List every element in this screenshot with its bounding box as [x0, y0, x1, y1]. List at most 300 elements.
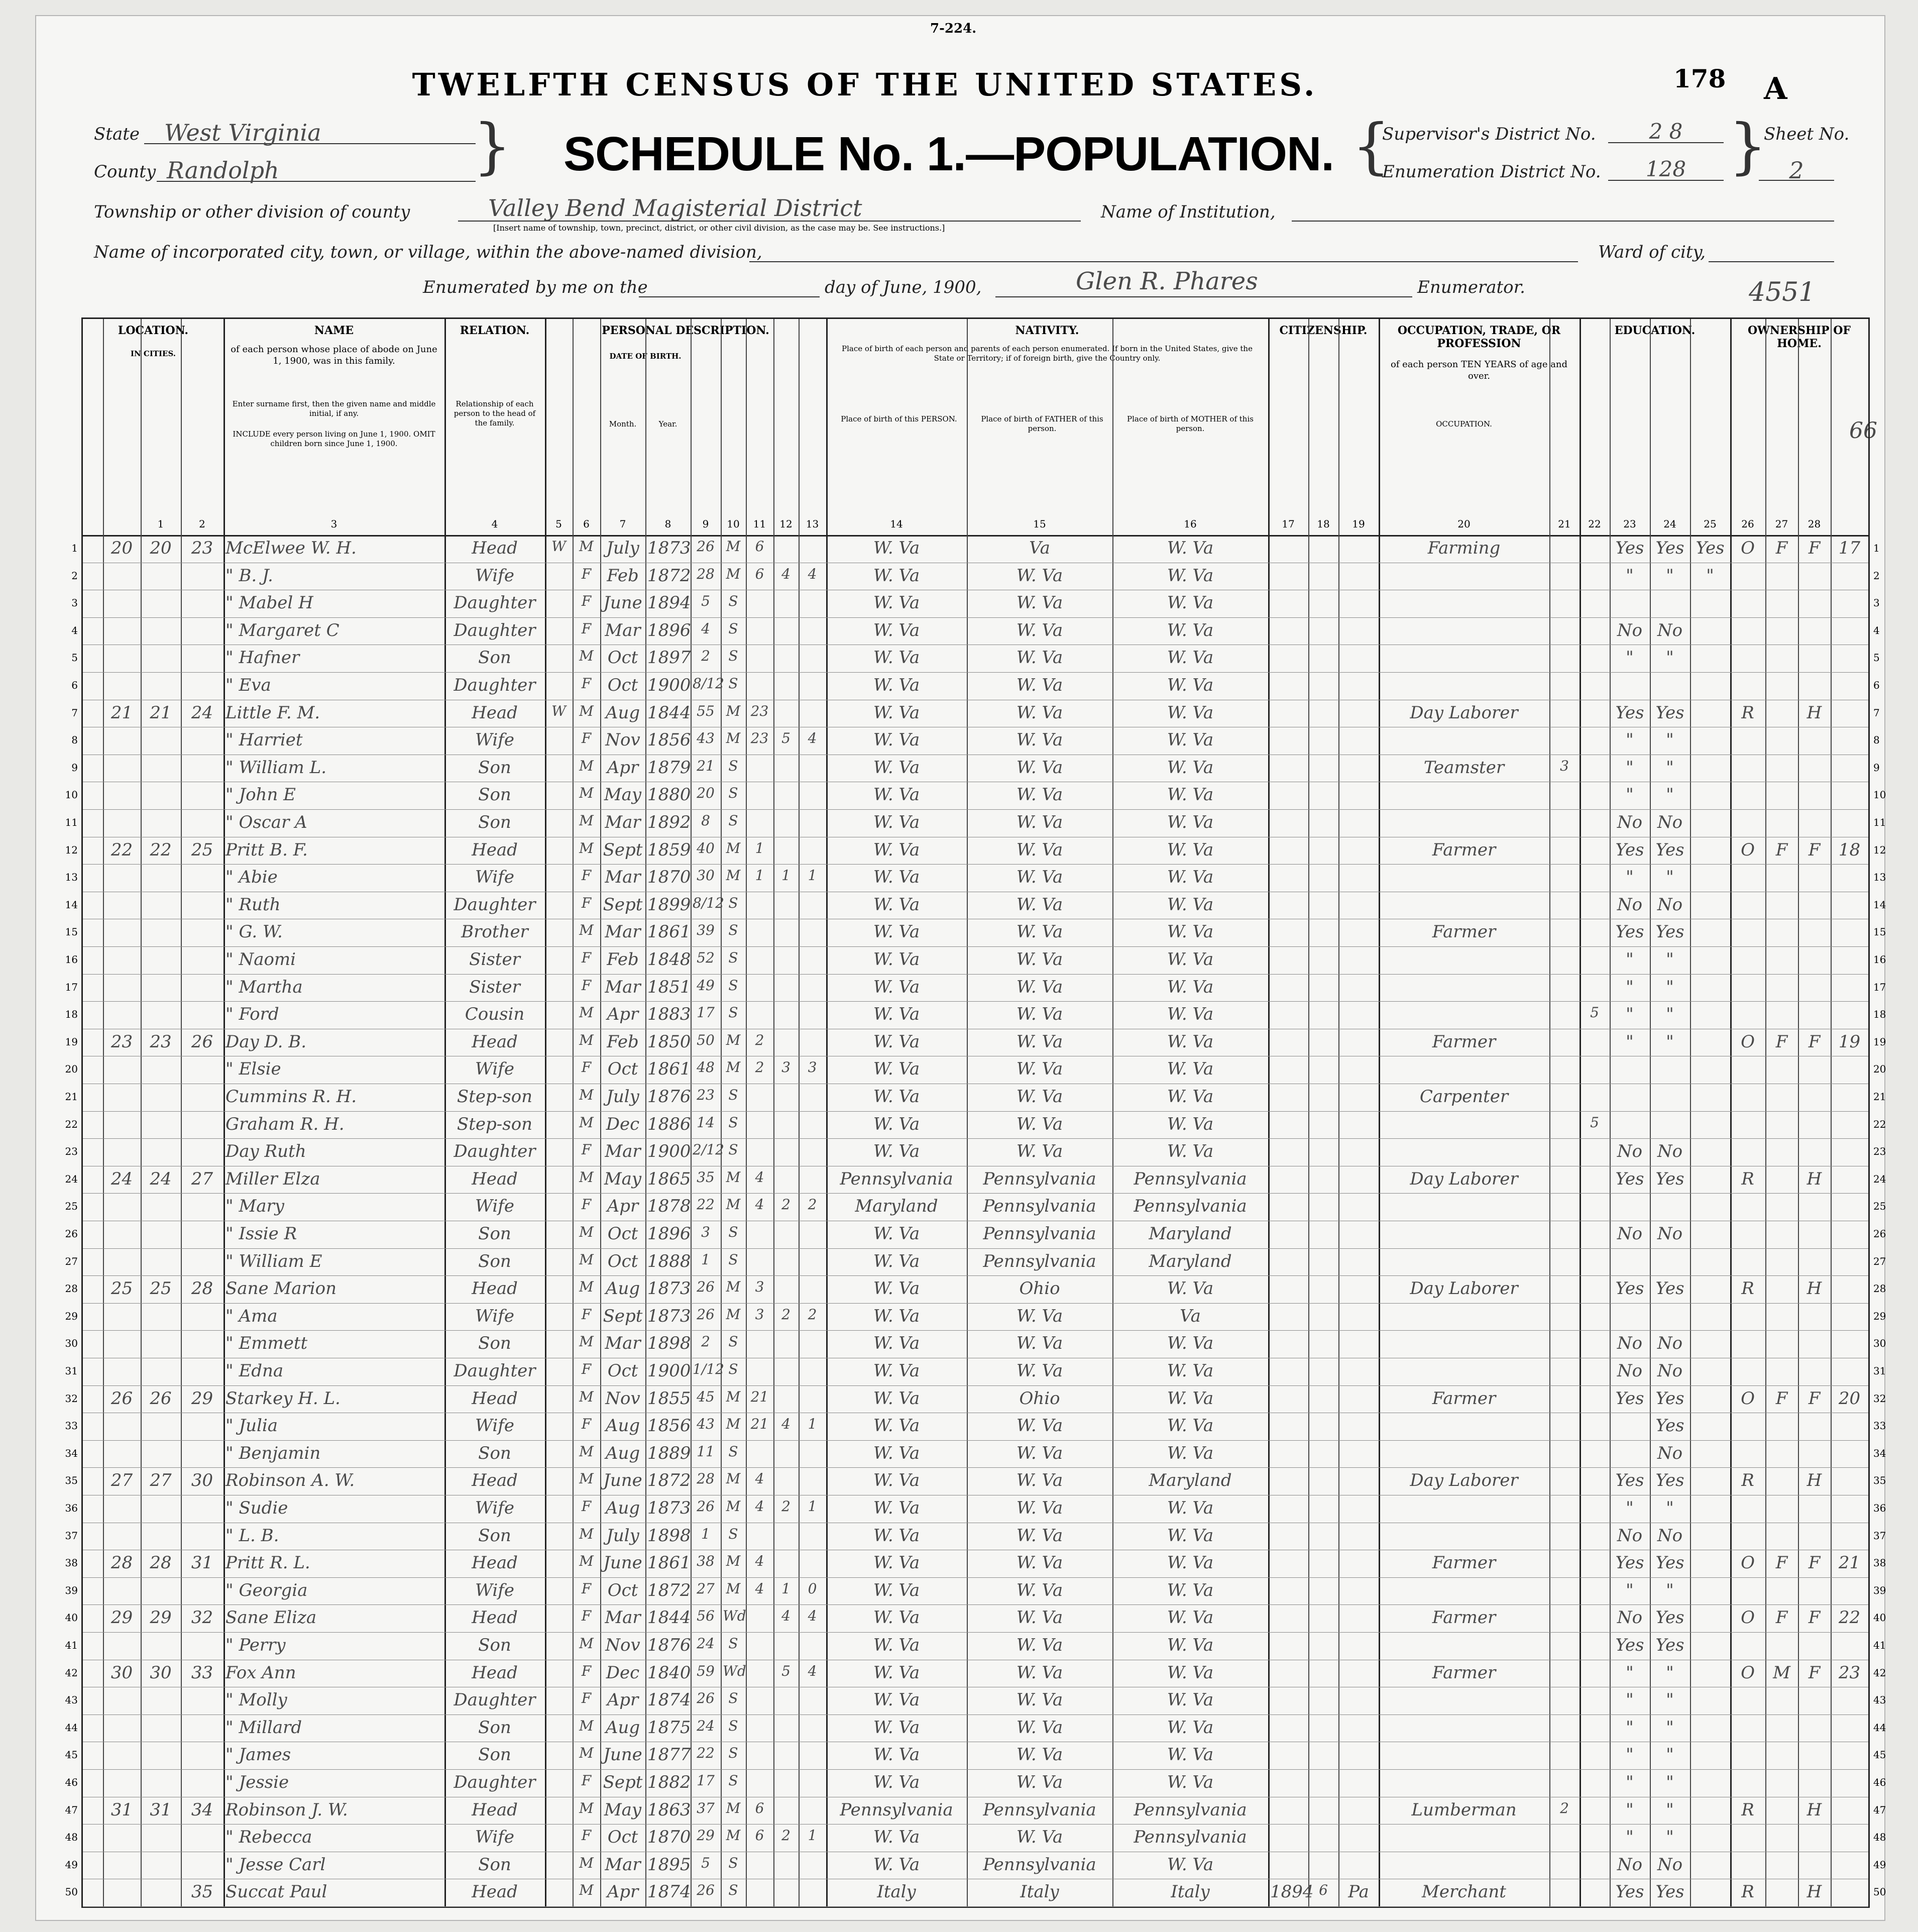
cell-rel: Son [478, 1224, 511, 1244]
cell-bf: W. Va [1016, 1717, 1063, 1738]
birth-person-header: Place of birth of this PERSON. [841, 414, 957, 423]
row-number: 43 [65, 1694, 78, 1706]
cell-mar: S [728, 922, 738, 939]
cell-fn: 31 [191, 1553, 213, 1573]
row-number: 11 [1873, 816, 1886, 828]
cell-mar: S [728, 1443, 738, 1460]
occupation-desc: of each person TEN YEARS of age and over. [1390, 359, 1568, 381]
cell-rel: Head [472, 1662, 518, 1683]
cell-sex: M [579, 1717, 594, 1734]
cell-write: No [1657, 1361, 1683, 1381]
cell-farm: H [1807, 1799, 1822, 1820]
cell-year: 1840 [647, 1662, 691, 1683]
cell-bf: W. Va [1016, 757, 1063, 778]
cell-ym: 6 [755, 565, 764, 582]
cell-write: Yes [1655, 1416, 1684, 1436]
cell-name: Little F. M. [225, 702, 320, 723]
table-row [71, 727, 1880, 755]
cell-bm: W. Va [1167, 538, 1214, 558]
cell-age: 26 [697, 1882, 715, 1899]
cell-month: Apr [607, 1690, 639, 1710]
cell-read: Yes [1615, 1635, 1644, 1655]
column-number: 28 [1808, 518, 1821, 530]
sheet-field [1759, 157, 1834, 184]
cell-name: McElwee W. H. [225, 538, 357, 558]
cell-bf: W. Va [1016, 1004, 1063, 1025]
cell-read: " [1626, 565, 1634, 586]
column-number: 2 [199, 518, 205, 530]
cell-sex: M [579, 839, 594, 856]
column-number: 26 [1741, 518, 1754, 530]
cell-own: R [1741, 1470, 1754, 1491]
row-number: 4 [1873, 624, 1880, 636]
cell-fam: 23 [110, 1031, 133, 1052]
cell-name: " Mabel H [225, 593, 313, 613]
cell-year: 1859 [647, 839, 691, 860]
cell-bf: W. Va [1016, 648, 1063, 668]
cell-age: 26 [697, 538, 715, 555]
row-number: 26 [1873, 1228, 1886, 1240]
state-value: West Virginia [164, 119, 321, 146]
cell-write: " [1666, 949, 1674, 970]
row-number: 31 [65, 1365, 78, 1377]
cell-rel: Step-son [457, 1114, 533, 1134]
cell-read: " [1626, 867, 1634, 888]
cell-name: " Martha [225, 977, 303, 997]
supervisor-label: Supervisor's District No. [1382, 124, 1596, 144]
cell-year: 1850 [647, 1031, 691, 1052]
row-number: 19 [1873, 1035, 1886, 1048]
cell-name: " Mary [225, 1196, 284, 1217]
row-number: 8 [1873, 734, 1880, 746]
table-row [71, 700, 1880, 728]
cell-sched: 21 [1838, 1553, 1861, 1573]
cell-farm: F [1808, 1662, 1821, 1683]
cell-bf: W. Va [1016, 867, 1063, 888]
cell-write: " [1666, 1580, 1674, 1600]
cell-bf: W. Va [1016, 1470, 1063, 1491]
cell-write: " [1666, 1772, 1674, 1792]
cell-rel: Son [478, 1717, 511, 1738]
cell-nat: Pa [1348, 1882, 1369, 1902]
table-row [65, 864, 1886, 892]
cell-year: 1879 [647, 757, 691, 778]
county-field [157, 157, 476, 182]
cell-bp: W. Va [873, 977, 920, 997]
ward-label: Ward of city, [1598, 242, 1706, 262]
cell-year: 1880 [647, 785, 691, 805]
cell-name: Sane Eliza [225, 1607, 317, 1628]
row-number: 37 [1873, 1529, 1886, 1542]
cell-bm: W. Va [1167, 949, 1214, 970]
cell-bm: W. Va [1167, 1361, 1214, 1381]
cell-sex: F [581, 675, 592, 692]
row-number: 49 [65, 1858, 78, 1871]
row-number: 16 [1873, 953, 1886, 965]
cell-sex: F [581, 1607, 592, 1625]
row-number: 13 [65, 871, 78, 884]
cell-bm: W. Va [1167, 1416, 1214, 1436]
cell-mc: 3 [781, 1059, 791, 1076]
row-number: 46 [65, 1776, 78, 1788]
cell-age: 17 [697, 1772, 715, 1789]
cell-sex: F [581, 949, 592, 966]
cell-fn: 24 [191, 702, 213, 723]
cell-month: Mar [605, 1333, 641, 1354]
name-desc: of each person whose place of abode on June 1, 1900, was in this family. [231, 344, 437, 366]
cell-rel: Head [472, 1882, 518, 1902]
cell-unemp: 2 [1560, 1799, 1569, 1816]
city-field [749, 237, 1578, 262]
cell-sex: M [579, 702, 594, 719]
cell-rel: Head [472, 1553, 518, 1573]
relation-desc: Relationship of each person to the head of the family. [454, 399, 536, 427]
cell-name: Miller Elza [225, 1168, 320, 1189]
cell-write: " [1666, 1662, 1674, 1683]
cell-bm: Maryland [1149, 1251, 1232, 1271]
cell-mar: S [728, 1087, 738, 1103]
cell-year: 1851 [647, 977, 691, 997]
cell-occ: Day Laborer [1410, 702, 1518, 723]
table-row [65, 1660, 1886, 1688]
cell-bp: W. Va [873, 730, 920, 750]
cell-fn: 29 [191, 1388, 213, 1409]
cell-occ: Farmer [1432, 922, 1496, 942]
column-number: 21 [1558, 518, 1571, 530]
cell-mar: Wd [723, 1662, 746, 1679]
cell-rel: Son [478, 1635, 511, 1655]
cell-read: " [1626, 648, 1634, 668]
county-value: Randolph [167, 157, 279, 184]
cell-age: 8/12 [693, 675, 724, 692]
table-row [65, 1852, 1886, 1880]
table-row [65, 1687, 1886, 1715]
cell-read: No [1617, 1361, 1643, 1381]
cell-age: 49 [697, 977, 715, 994]
cell-bm: Pennsylvania [1134, 1196, 1247, 1217]
cell-bp: W. Va [873, 1278, 920, 1299]
row-number: 32 [65, 1392, 78, 1405]
cell-month: Sept [603, 1306, 643, 1326]
cell-cl: 1 [808, 1827, 817, 1844]
county-label: County [94, 162, 156, 182]
cell-month: Aug [605, 702, 640, 723]
cell-age: 35 [697, 1168, 715, 1186]
schedule-title: SCHEDULE No. 1.—POPULATION. [563, 127, 1334, 181]
table-row [65, 1769, 1886, 1797]
township-value: Valley Bend Magisterial District [488, 194, 862, 222]
cell-read: Yes [1615, 1470, 1644, 1491]
cell-bp: W. Va [873, 1059, 920, 1080]
cell-write: No [1657, 1141, 1683, 1162]
cell-write: " [1666, 565, 1674, 586]
cell-write: No [1657, 1443, 1683, 1463]
cell-write: No [1657, 1224, 1683, 1244]
table-row [65, 1275, 1886, 1304]
column-number: 18 [1317, 518, 1330, 530]
cell-read: No [1617, 894, 1643, 915]
table-row [71, 535, 1880, 563]
cell-name: Cummins R. H. [225, 1087, 357, 1107]
cell-mar: S [728, 675, 738, 692]
row-number: 31 [1873, 1365, 1886, 1377]
cell-sex: F [581, 1580, 592, 1597]
table-row [65, 892, 1886, 920]
cell-own: O [1741, 538, 1755, 558]
row-number: 50 [65, 1886, 78, 1898]
cell-name: " Naomi [225, 949, 296, 970]
cell-mc: 1 [781, 867, 791, 884]
enumeration-label: Enumeration District No. [1382, 162, 1601, 182]
cell-cl: 1 [808, 1416, 817, 1433]
table-row [65, 946, 1886, 975]
cell-read: " [1626, 1690, 1634, 1710]
row-number: 18 [65, 1008, 78, 1021]
row-number: 19 [65, 1035, 78, 1048]
cell-mc: 2 [781, 1196, 791, 1213]
row-number: 42 [1873, 1666, 1886, 1679]
cell-sex: M [579, 1745, 594, 1762]
cell-dw: 29 [150, 1607, 172, 1628]
cell-mar: S [728, 620, 738, 637]
row-number: 26 [65, 1228, 78, 1240]
row-number: 6 [1873, 679, 1880, 691]
cell-age: 27 [697, 1580, 715, 1597]
cell-bm: W. Va [1167, 839, 1214, 860]
cell-sex: M [579, 1224, 594, 1240]
cell-sched: 17 [1838, 538, 1861, 558]
cell-month: Apr [607, 1882, 639, 1902]
cell-year: 1898 [647, 1333, 691, 1354]
cell-rel: Wife [475, 1416, 514, 1436]
column-number: 13 [806, 518, 819, 530]
cell-occ: Carpenter [1419, 1087, 1509, 1107]
row-number: 25 [1873, 1200, 1886, 1213]
cell-sex: F [581, 1772, 592, 1789]
cell-fam: 26 [110, 1388, 133, 1409]
cell-read: Yes [1615, 1278, 1644, 1299]
cell-sex: F [581, 593, 592, 610]
group-location: LOCATION. [118, 324, 189, 337]
cell-bm: W. Va [1167, 702, 1214, 723]
cell-occ: Farmer [1432, 1662, 1496, 1683]
cell-own: R [1741, 702, 1754, 723]
cell-dw: 27 [150, 1470, 172, 1491]
cell-bm: W. Va [1167, 1004, 1214, 1025]
row-number: 34 [1873, 1447, 1886, 1459]
cell-year: 1897 [647, 648, 691, 668]
cell-cl: 4 [808, 1662, 817, 1679]
cell-ym: 4 [755, 1580, 764, 1597]
cell-mar: M [726, 867, 741, 884]
cell-rel: Head [472, 1031, 518, 1052]
cell-bf: W. Va [1016, 730, 1063, 750]
row-number: 22 [65, 1118, 78, 1130]
row-number: 44 [65, 1721, 78, 1734]
cell-mar: S [728, 1251, 738, 1268]
cell-year: 1856 [647, 730, 691, 750]
cell-read: " [1626, 1498, 1634, 1518]
row-number: 12 [65, 843, 78, 856]
cell-sched: 19 [1838, 1031, 1861, 1052]
row-number: 36 [1873, 1502, 1886, 1514]
row-number: 12 [1873, 843, 1886, 856]
cell-sex: M [579, 1635, 594, 1652]
group-occupation: OCCUPATION, TRADE, OR PROFESSION [1397, 324, 1561, 350]
cell-year: 1870 [647, 1827, 691, 1848]
cell-dw: 24 [150, 1168, 172, 1189]
cell-rel: Wife [475, 730, 514, 750]
cell-month: July [606, 1525, 639, 1546]
cell-age: 8 [701, 812, 710, 829]
cell-bm: W. Va [1167, 785, 1214, 805]
cell-year: 1900 [647, 1361, 691, 1381]
cell-read: " [1626, 1662, 1634, 1683]
cell-read: Yes [1615, 839, 1644, 860]
cell-read: " [1626, 949, 1634, 970]
cell-mc: 4 [781, 565, 791, 582]
cell-bp: W. Va [873, 1416, 920, 1436]
cell-month: Oct [607, 1580, 638, 1600]
cell-bf: W. Va [1016, 702, 1063, 723]
column-number: 10 [727, 518, 740, 530]
cell-bf: Italy [1020, 1882, 1059, 1902]
cell-rel: Daughter [454, 1141, 536, 1162]
cell-age: 28 [697, 1470, 715, 1487]
table-row [65, 1248, 1886, 1276]
cell-month: Sept [603, 839, 643, 860]
cell-name: " Georgia [225, 1580, 308, 1600]
cell-name: " Ama [225, 1306, 278, 1326]
cell-write: No [1657, 1333, 1683, 1354]
cell-rel: Head [472, 538, 518, 558]
cell-sex: M [579, 1525, 594, 1542]
cell-age: 1 [701, 1251, 710, 1268]
cell-age: 5 [701, 593, 710, 610]
row-number: 21 [1873, 1091, 1886, 1103]
cell-fam: 22 [110, 839, 133, 860]
table-row [65, 1550, 1886, 1578]
cell-age: 56 [697, 1607, 715, 1625]
cell-dw: 30 [150, 1662, 172, 1683]
cell-rel: Wife [475, 1306, 514, 1326]
cell-name: " William E [225, 1251, 322, 1271]
cell-mar: S [728, 1772, 738, 1789]
cell-occ: Farming [1427, 538, 1501, 558]
cell-bp: W. Va [873, 1717, 920, 1738]
row-number: 36 [65, 1502, 78, 1514]
cell-fam: 31 [110, 1799, 133, 1820]
cell-read: Yes [1615, 538, 1644, 558]
township-label: Township or other division of county [94, 202, 410, 222]
cell-month: Mar [605, 867, 641, 888]
column-number: 24 [1663, 518, 1676, 530]
cell-rel: Wife [475, 867, 514, 888]
cell-write: Yes [1655, 1278, 1684, 1299]
cell-write: " [1666, 977, 1674, 997]
institution-label: Name of Institution, [1101, 202, 1276, 222]
cell-cl: 4 [808, 565, 817, 582]
cell-ym: 23 [750, 730, 769, 747]
row-number: 2 [1873, 569, 1880, 582]
row-number: 37 [65, 1529, 78, 1542]
cell-name: Starkey H. L. [225, 1388, 341, 1409]
cell-bf: W. Va [1016, 1607, 1063, 1628]
group-name: NAME [314, 324, 354, 337]
cell-bf: Pennsylvania [983, 1854, 1096, 1875]
cell-name: " L. B. [225, 1525, 279, 1546]
row-number: 11 [65, 816, 78, 828]
cell-bf: W. Va [1016, 949, 1063, 970]
cell-own: R [1741, 1278, 1754, 1299]
cell-month: July [606, 1087, 639, 1107]
cell-age: 1 [701, 1525, 710, 1542]
column-number: 19 [1352, 518, 1365, 530]
cell-bp: W. Va [873, 1635, 920, 1655]
cell-year: 1892 [647, 812, 691, 832]
cell-imm: 1894 [1270, 1882, 1314, 1902]
cell-ym: 1 [755, 867, 764, 884]
cell-read: " [1626, 1004, 1634, 1025]
cell-read: Yes [1615, 1168, 1644, 1189]
cell-write: Yes [1655, 1635, 1684, 1655]
cell-mc: 5 [781, 730, 791, 747]
table-header [83, 319, 1868, 536]
cell-bf: W. Va [1016, 1745, 1063, 1765]
cell-year: 1873 [647, 1278, 691, 1299]
table-row [71, 645, 1880, 673]
column-number: 14 [890, 518, 903, 530]
cell-fam: 24 [110, 1168, 133, 1189]
row-number: 5 [1873, 652, 1880, 664]
name-instr: Enter surname first, then the given name and middle initial, if any. [232, 399, 436, 418]
cell-sex: M [579, 922, 594, 939]
cell-mar: S [728, 1717, 738, 1734]
enumeration-value: 128 [1645, 157, 1686, 181]
cell-rel: Daughter [454, 675, 536, 695]
cell-age: 2/12 [693, 1141, 724, 1158]
cell-occ: Day Laborer [1410, 1470, 1518, 1491]
cell-year: 1898 [647, 1525, 691, 1546]
cell-farm: F [1808, 839, 1821, 860]
row-number: 40 [65, 1612, 78, 1624]
row-number: 21 [65, 1091, 78, 1103]
cell-name: " Jessie [225, 1772, 289, 1792]
cell-sex: M [579, 1114, 594, 1131]
cell-own: O [1741, 1553, 1755, 1573]
cell-own: O [1741, 1607, 1755, 1628]
table-row [65, 1632, 1886, 1660]
cell-sex: M [579, 757, 594, 774]
cell-bm: Pennsylvania [1134, 1827, 1247, 1848]
cell-write: " [1666, 1690, 1674, 1710]
enumerator-field [995, 267, 1412, 297]
cell-own: R [1741, 1168, 1754, 1189]
cell-month: Apr [607, 1196, 639, 1217]
cell-mar: Wd [723, 1607, 746, 1625]
cell-sex: M [579, 1443, 594, 1460]
cell-age: 26 [697, 1690, 715, 1707]
cell-bm: W. Va [1167, 1333, 1214, 1354]
cell-age: 52 [697, 949, 715, 966]
cell-ym: 4 [755, 1498, 764, 1515]
cell-bm: W. Va [1167, 757, 1214, 778]
row-number: 24 [1873, 1172, 1886, 1185]
cell-read: No [1617, 812, 1643, 832]
cell-bm: W. Va [1167, 1114, 1214, 1134]
cell-read: Yes [1615, 922, 1644, 942]
row-number: 49 [1873, 1858, 1886, 1871]
